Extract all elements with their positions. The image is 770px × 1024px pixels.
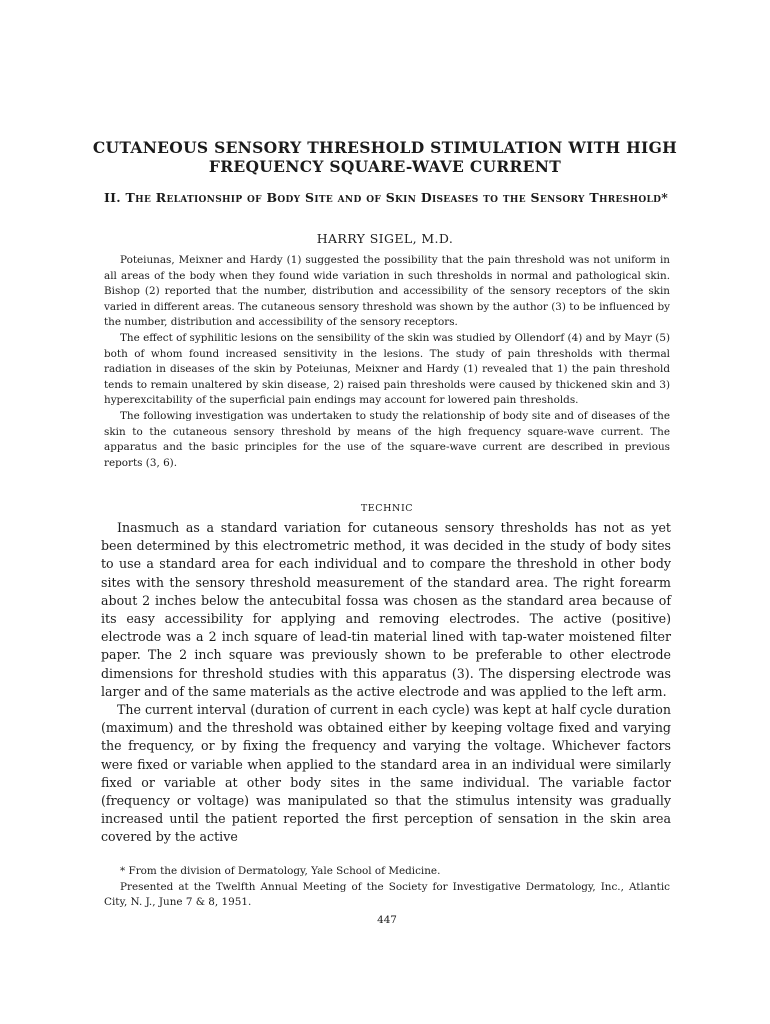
footnote-presentation: Presented at the Twelfth Annual Meeting of the Society for Investigative Dermatology, Inc., Atlantic City, N. J., June 7 & 8, 1951. xyxy=(104,880,670,908)
section-heading-technic: TECHNIC xyxy=(360,503,414,514)
article-subtitle: II. The Relationship of Body Site and of Skin Diseases to the Sensory Threshold* xyxy=(103,190,669,205)
article-title: CUTANEOUS SENSORY THRESHOLD STIMULATION WITH HIGH FREQUENCY SQUARE-WAVE CURRENT xyxy=(92,138,678,176)
body-paragraph: Inasmuch as a standard variation for cutaneous sensory thresholds has not as yet been determined by this electrometric method, it was decided in the study of body sites to use a standard area for each individual and to compare the threshold in other body sites with the sensory threshold measurement of the standard area. The right forearm about 2 inches below the antecubital fossa was chosen as the standard area because of its easy accessibility for applying and removing electrodes. The active (positive) electrode was a 2 inch square of lead-tin material lined with tap-water moistened filter paper. The 2 inch square was previously shown to be preferable to other electrode dimensions for threshold studies with this apparatus (3). The dispersing electrode was larger and of the same materials as the active electrode and was applied to the left arm. xyxy=(101,520,671,699)
footnotes xyxy=(104,864,670,911)
author-name: HARRY SIGEL, M.D. xyxy=(316,231,454,246)
body-paragraph: The current interval (duration of current in each cycle) was kept at half cycle duration (maximum) and the threshold was obtained either by keeping voltage fixed and varying the frequency, or by fixing the frequency and varying the voltage. Whichever factors were fixed or variable when applied to the standard area in an individual were similarly fixed or variable at other body sites in the same individual. The variable factor (frequency or voltage) was manipulated so that the stimulus intensity was gradually increased until the patient reported the first perception of sensation in the skin area covered by the active xyxy=(101,702,671,845)
technic-section-body xyxy=(101,519,671,847)
introduction-section xyxy=(104,253,670,471)
intro-paragraph: Poteiunas, Meixner and Hardy (1) suggested the possibility that the pain threshold was not uniform in all areas of the body when they found wide variation in such thresholds in normal and pathological skin. Bishop (2) reported that the number, distribution and accessibility of the sensory receptors of the skin varied in different areas. The cutaneous sensory threshold was shown by the author (3) to be influenced by the number, distribution and accessibility of the sensory receptors. xyxy=(104,254,670,329)
page-number: 447 xyxy=(377,914,397,926)
intro-paragraph: The following investigation was undertaken to study the relationship of body site and of diseases of the skin to the cutaneous sensory threshold by means of the high frequency square-wave current. The apparatus and the basic principles for the use of the square-wave current are described in previous reports (3, 6). xyxy=(104,409,670,469)
intro-paragraph: The effect of syphilitic lesions on the sensibility of the skin was studied by Ollendorf (4) and by Mayr (5) both of whom found increased sensitivity in the lesions. The study of pain thresholds with thermal radiation in diseases of the skin by Poteiunas, Meixner and Hardy (1) revealed that 1) the pain threshold tends to remain unaltered by skin disease, 2) raised pain thresholds were caused by thickened skin and 3) hyperexcitability of the superficial pain endings may account for lowered pain thresholds. xyxy=(104,331,670,407)
footnote-affiliation: * From the division of Dermatology, Yale School of Medicine. xyxy=(120,865,441,877)
